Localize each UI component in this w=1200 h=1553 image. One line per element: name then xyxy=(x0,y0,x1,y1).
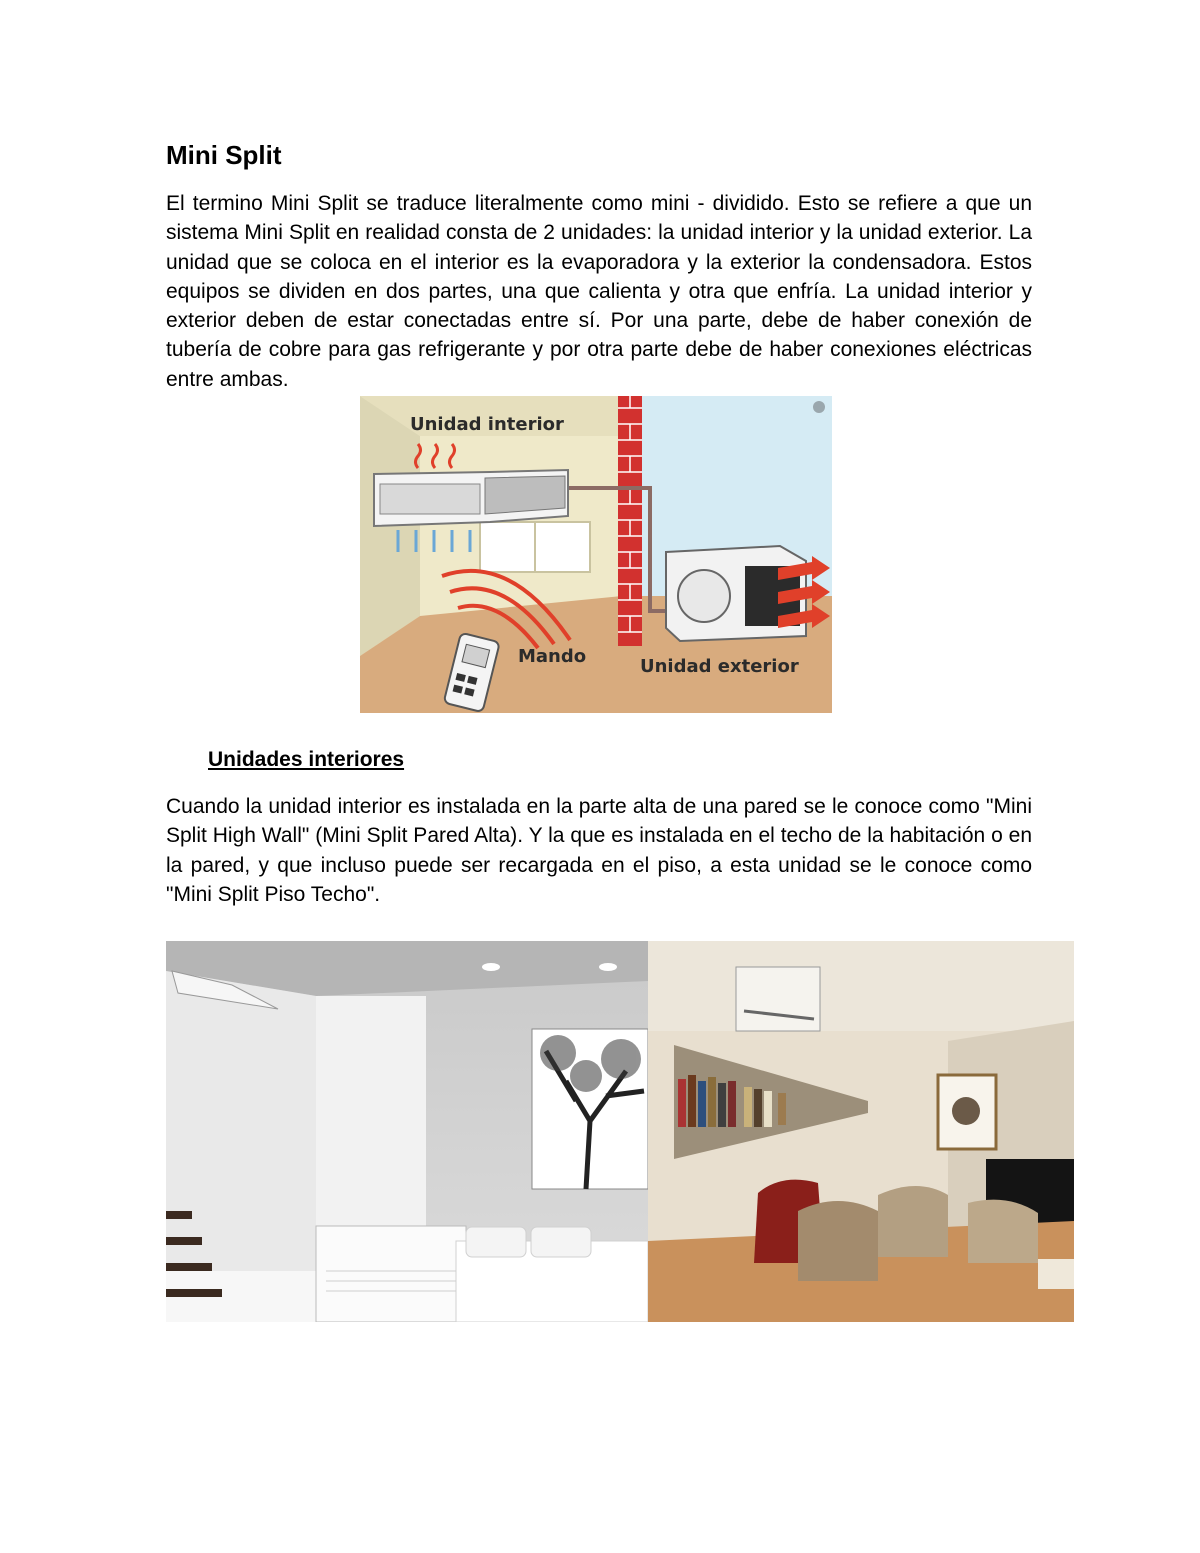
mini-split-diagram xyxy=(360,396,832,713)
label-outdoor: Unidad exterior xyxy=(640,656,799,677)
section-heading: Unidades interiores xyxy=(208,748,405,771)
label-indoor: Unidad interior xyxy=(410,414,564,435)
label-remote: Mando xyxy=(518,646,587,667)
photo-floor-ceiling-unit xyxy=(166,941,648,1322)
intro-paragraph: El termino Mini Split se traduce literalmente como mini - dividido. Esto se refiere a que un sistema Mini Split en realidad consta de 2 unidades: la unidad interior y la unidad exterior. La unidad que se coloca en el interior es la evaporadora y la exterior la condensadora. Estos equipos se dividen en dos partes, una que calienta y otra que enfría. La unidad interior y exterior deben de estar conectadas entre sí. Por una parte, debe de haber conexión de tubería de cobre para gas refrigerante y por otra parte debe de haber conexiones eléctricas entre ambas. xyxy=(166,192,1032,391)
page-title: Mini Split xyxy=(166,140,282,170)
section-paragraph: Cuando la unidad interior es instalada en la parte alta de una pared se le conoce como "Mini Split High Wall" (Mini Split Pared Alta). Y la que es instalada en el techo de la habitación o en la pared, y que incluso puede ser recargada en el piso, a esta unidad se le conoce como "Mini Split Piso Techo". xyxy=(166,795,1032,906)
brick-wall xyxy=(618,396,642,646)
close-icon[interactable] xyxy=(813,401,825,413)
indoor-unit-icon xyxy=(374,470,568,526)
photo-high-wall-unit xyxy=(648,941,1074,1322)
